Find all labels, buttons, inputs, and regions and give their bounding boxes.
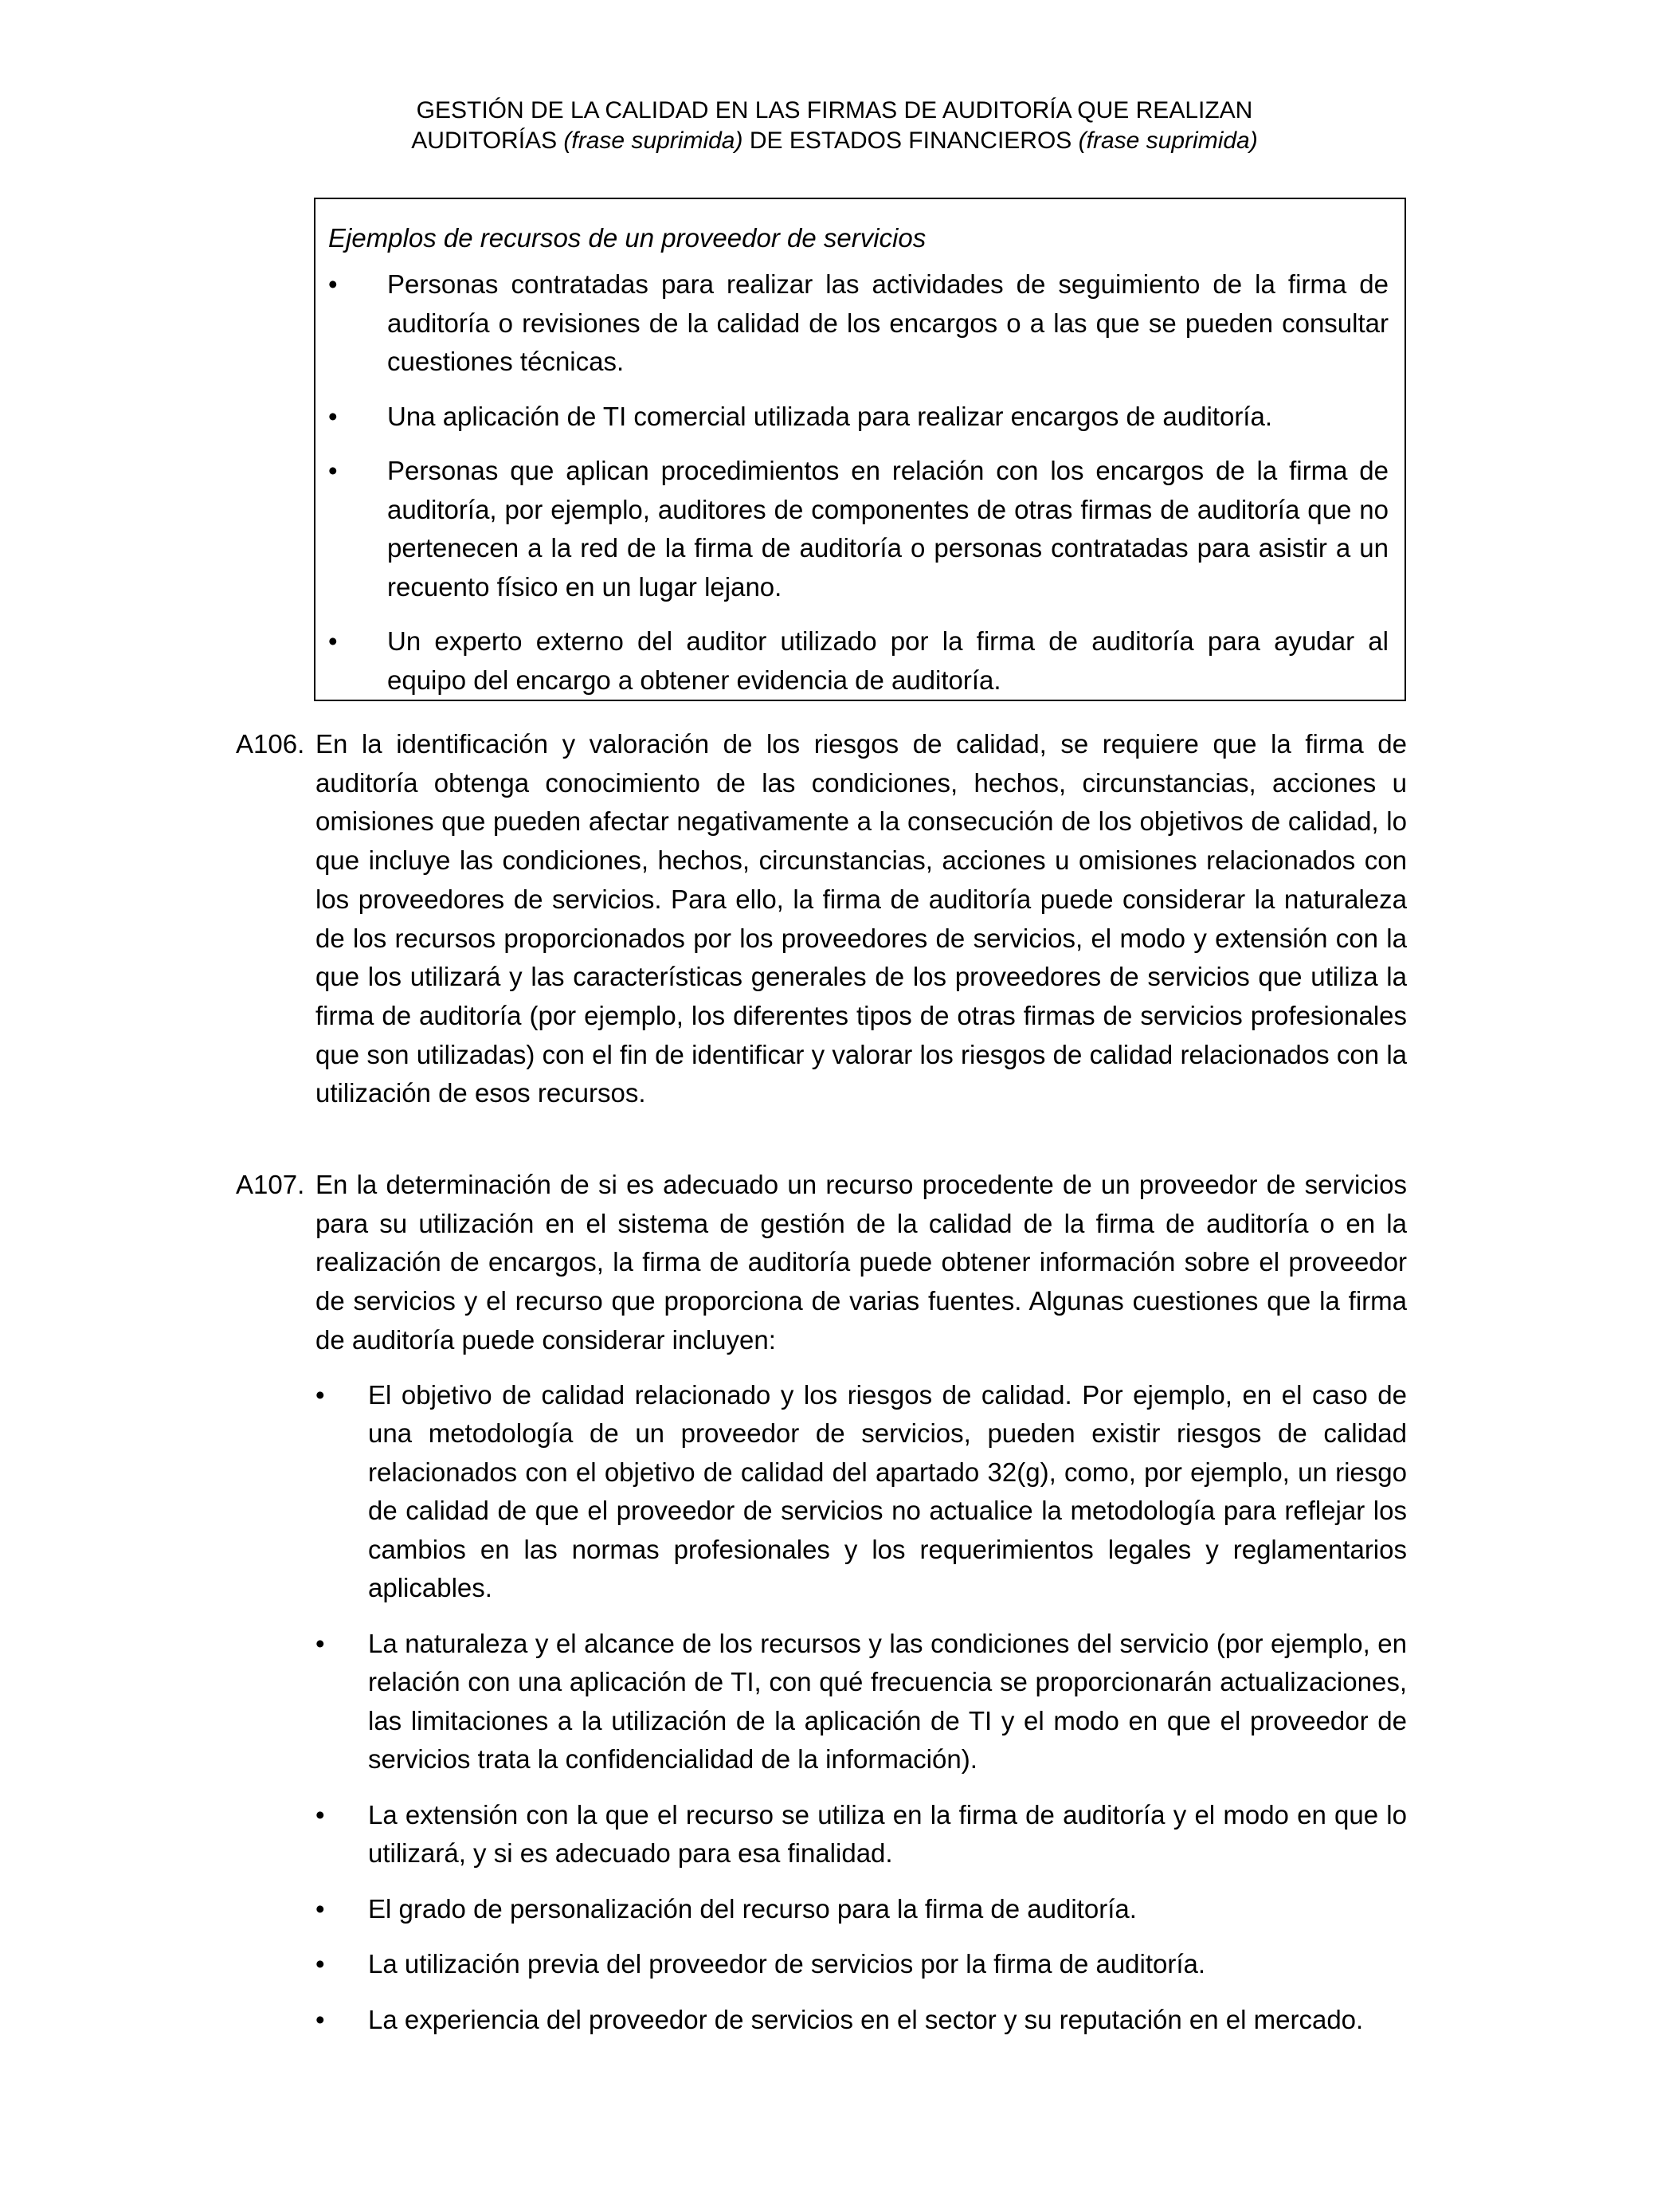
list-item-text: La experiencia del proveedor de servicios en el sector y su reputación en el mercado. [368,2004,1364,2034]
paragraph-text: En la identificación y valoración de los riesgos de calidad, se requiere que la firma de auditoría obtenga conocimiento de las condiciones, hechos, circunstancias, acciones u omisiones que pueden afectar negativamente a la consecución de los objetivos de calidad, lo que incluye las condiciones, hechos, circunstancias, acciones u omisiones relacionados con los proveedores de servicios. Para ello, la firma de auditoría puede considerar la naturaleza de los recursos proporcionados por los proveedores de servicios, el modo y extensión con la que los utilizará y las características generales de los proveedores de servicios que utiliza la firma de auditoría (por ejemplo, los diferentes tipos de otras firmas de servicios profesionales que son utilizadas) con el fin de identificar y valorar los riesgos de calidad relacionados con la utilización de esos recursos. [315,729,1407,1108]
list-item [315,1625,1407,1779]
box-list-item-text: Una aplicación de TI comercial utilizada para realizar encargos de auditoría. [387,401,1272,431]
paragraph-text: En la determinación de si es adecuado un recurso procedente de un proveedor de servicios para su utilización en el sistema de gestión de la calidad de la firma de auditoría o en la realización de encargos, la firma de auditoría puede obtener información sobre el proveedor de servicios y el recurso que proporciona de varias fuentes. Algunas cuestiones que la firma de auditoría puede considerar incluyen: [315,1170,1407,1355]
examples-box-title: Ejemplos de recursos de un proveedor de servicios [328,223,927,253]
box-list-item-text: Personas que aplican procedimientos en relación con los encargos de la firma de auditoría, por ejemplo, auditores de componentes de otras firmas de auditoría que no pertenecen a la red de la firma de auditoría o personas contratadas para asistir a un recuento físico en un lugar lejano. [387,456,1389,602]
bullet-icon: • [328,626,338,656]
bullet-icon: • [328,456,338,485]
paragraph-a106 [236,725,1407,1113]
list-item [315,1945,1407,1984]
considerations-list [315,1376,1407,2040]
box-list-item [328,622,1389,700]
paragraph-a107 [236,1166,1407,2056]
box-list-item-text: Personas contratadas para realizar las actividades de seguimiento de la firma de auditoría o revisiones de la calidad de los encargos o a las que se pueden consultar cuestiones técnicas. [387,269,1389,376]
box-list-item [328,265,1389,382]
box-list-item-text: Un experto externo del auditor utilizado por la firma de auditoría para ayudar al equipo del encargo a obtener evidencia de auditoría. [387,626,1389,695]
header-line-2 [0,126,1669,156]
list-item-text: El objetivo de calidad relacionado y los riesgos de calidad. Por ejemplo, en el caso de una metodología de un proveedor de servicios, pueden existir riesgos de calidad relacionados con el objetivo de calidad del apartado 32(g), como, por ejemplo, un riesgo de calidad de que el proveedor de servicios no actualice la metodología para reflejar los cambios en las normas profesionales y los requerimientos legales y reglamentarios aplicables. [368,1379,1407,1603]
running-header [0,96,1669,156]
paragraph-number: A107. [236,1170,305,1199]
bullet-icon: • [315,1799,325,1830]
list-item [315,1890,1407,1929]
header-line-2-suppressed-1: (frase suprimida) [563,127,743,154]
bullet-icon: • [315,1893,325,1924]
header-line-1: GESTIÓN DE LA CALIDAD EN LAS FIRMAS DE AUDITORÍA QUE REALIZAN [416,97,1253,124]
list-item-text: La utilización previa del proveedor de servicios por la firma de auditoría. [368,1949,1206,1979]
header-line-2-part-c: DE ESTADOS FINANCIEROS [742,127,1079,154]
paragraph-number: A106. [236,729,305,759]
examples-box [314,198,1406,701]
bullet-icon: • [328,401,338,431]
list-item [315,2001,1407,2040]
list-item [315,1796,1407,1873]
header-line-2-part-a: AUDITORÍAS [411,127,564,154]
bullet-icon: • [315,1628,325,1658]
list-item-text: La extensión con la que el recurso se utiliza en la firma de auditoría y el modo en que lo utilizará, y si es adecuado para esa finalidad. [368,1799,1407,1869]
box-list-item [328,452,1389,606]
list-item-text: El grado de personalización del recurso para la firma de auditoría. [368,1893,1137,1924]
list-item-text: La naturaleza y el alcance de los recursos y las condiciones del servicio (por ejemplo, en relación con una aplicación de TI, con qué frecuencia se proporcionarán actualizaciones, las limitaciones a la utilización de la aplicación de TI y el modo en que el proveedor de servicios trata la confidencialidad de la información). [368,1628,1407,1775]
bullet-icon: • [328,269,338,299]
bullet-icon: • [315,2004,325,2034]
bullet-icon: • [315,1949,325,1979]
list-item [315,1376,1407,1608]
header-line-2-suppressed-2: (frase suprimida) [1078,127,1258,154]
bullet-icon: • [315,1379,325,1410]
box-list-item [328,398,1389,437]
